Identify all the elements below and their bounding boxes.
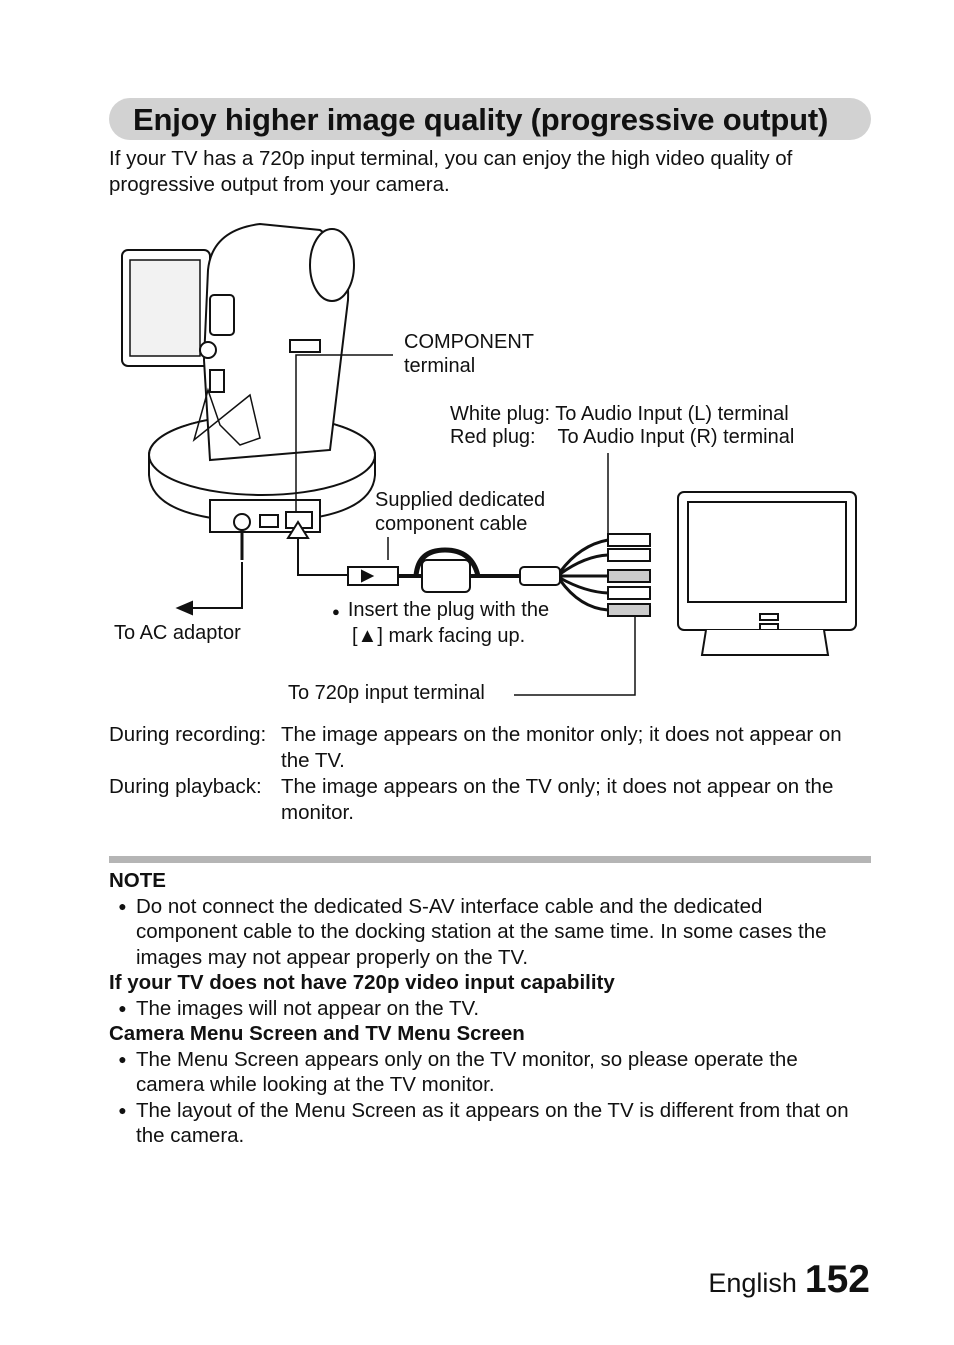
insert-plug-note: ● Insert the plug with the [▲] mark facing up. (332, 599, 550, 647)
language-label: English (708, 1268, 797, 1298)
note-subheading-720p: If your TV does not have 720p video input capability (109, 971, 615, 994)
page-title: Enjoy higher image quality (progressive output) (133, 102, 829, 137)
supplied-cable-label: Supplied dedicated component cable (375, 489, 546, 535)
mode-descriptions (109, 722, 869, 826)
note-section (109, 868, 869, 1149)
note-item: ● The images will not appear on the TV. (118, 996, 480, 1020)
note-item: ● Do not connect the dedicated S-AV interface cable and the dedicated component cable to the docking station at the same time. In some cases the images may not appear properly on the TV. (118, 894, 827, 969)
note-item: ● The Menu Screen appears only on the TV monitor, so please operate the camera while looking at the TV monitor. (118, 1047, 798, 1096)
ac-adaptor-line (192, 562, 242, 608)
input-720p-label: To 720p input terminal (288, 682, 485, 704)
note-divider (109, 856, 871, 863)
intro-paragraph: If your TV has a 720p input terminal, you can enjoy the high video quality of progressive output from your camera. (109, 147, 793, 196)
ferrite-core (422, 560, 470, 592)
cable-splitter (520, 567, 560, 585)
tv-stand (702, 630, 828, 655)
connection-diagram (100, 210, 880, 710)
red-plug (608, 549, 650, 561)
white-plug-label: White plug: To Audio Input (L) terminal (450, 403, 789, 425)
white-plug (608, 534, 650, 546)
mode-row-recording: During recording: The image appears on the monitor only; it does not appear on the TV. (109, 723, 842, 772)
mode-row-playback: During playback: The image appears on the TV only; it does not appear on the monitor. (109, 775, 834, 824)
note-heading: NOTE (109, 869, 166, 892)
section-title-bar (109, 98, 871, 140)
note-subheading-menu: Camera Menu Screen and TV Menu Screen (109, 1022, 525, 1045)
camera-lens (310, 229, 354, 301)
component-terminal-label: COMPONENT terminal (404, 331, 534, 377)
note-item: ● The layout of the Menu Screen as it appears on the TV is different from that on the camera. (118, 1098, 849, 1147)
ac-adaptor-label: To AC adaptor (114, 622, 241, 644)
page-number: 152 (804, 1258, 870, 1301)
page-footer (708, 1258, 870, 1302)
red-plug-label: Red plug: To Audio Input (R) terminal (450, 426, 795, 448)
